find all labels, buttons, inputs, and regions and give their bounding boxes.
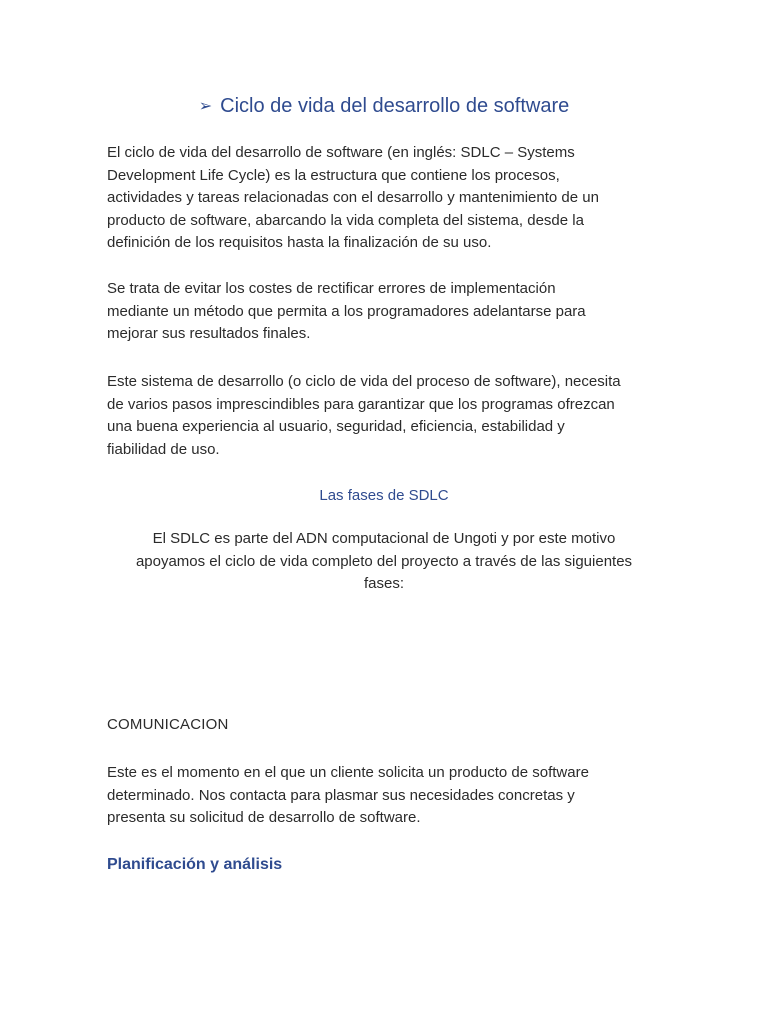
text-line: El SDLC es parte del ADN computacional de Ungoti y por este motivo — [152, 530, 616, 547]
arrow-bullet-icon: ➢ — [198, 98, 213, 115]
text-line: Este es el momento en el que un cliente solicita un producto de software — [107, 764, 589, 781]
text-line: fiabilidad de uso. — [107, 440, 220, 458]
paragraph-communication — [107, 762, 667, 830]
paragraph-sdlc-definition — [107, 142, 667, 255]
text-line: fases: — [363, 575, 405, 592]
text-line: El ciclo de vida del desarrollo de software (en inglés: SDLC – Systems — [107, 144, 575, 161]
phases-heading: Las fases de SDLC — [319, 487, 449, 504]
phases-intro — [0, 528, 768, 596]
text-line: Se trata de evitar los costes de rectificar errores de implementación — [107, 280, 556, 297]
subheading-planning: Planificación y análisis — [107, 856, 283, 873]
text-line: producto de software, abarcando la vida completa del sistema, desde la — [107, 211, 584, 229]
text-line: actividades y tareas relacionadas con el desarrollo y mantenimiento de un — [107, 189, 599, 206]
paragraph-costs — [107, 278, 667, 346]
paragraph-system-steps — [107, 371, 667, 461]
section-label-comunicacion: COMUNICACION — [107, 716, 229, 733]
text-line: apoyamos el ciclo de vida completo del proyecto a través de las siguientes — [135, 552, 633, 570]
text-line: mediante un método que permita a los programadores adelantarse para — [107, 302, 586, 320]
text-line: una buena experiencia al usuario, seguridad, eficiencia, estabilidad y — [107, 418, 565, 435]
text-line: de varios pasos imprescindibles para garantizar que los programas ofrezcan — [107, 395, 615, 413]
text-line: definición de los requisitos hasta la finalización de su uso. — [107, 234, 492, 251]
document-title-text: Ciclo de vida del desarrollo de software — [220, 95, 570, 117]
text-line: Este sistema de desarrollo (o ciclo de vida del proceso de software), necesita — [107, 373, 621, 390]
text-line: mejorar sus resultados finales. — [107, 325, 311, 342]
text-line: presenta su solicitud de desarrollo de software. — [107, 809, 421, 826]
text-line: determinado. Nos contacta para plasmar sus necesidades concretas y — [107, 786, 575, 804]
text-line: Development Life Cycle) es la estructura que contiene los procesos, — [107, 166, 560, 184]
document-title — [0, 92, 768, 122]
